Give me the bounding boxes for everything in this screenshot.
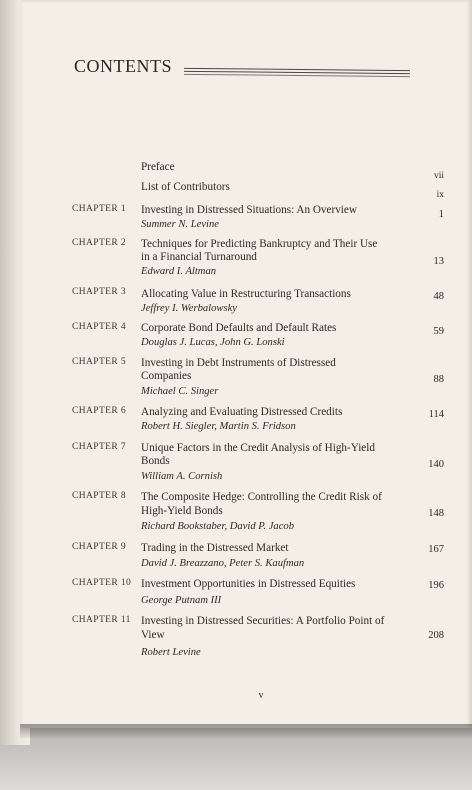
chapter-page: 148	[428, 508, 444, 519]
preface-page: vii	[433, 171, 444, 181]
preface-title: Preface	[141, 161, 175, 173]
chapter-authors: Michael C. Singer	[141, 386, 219, 397]
chapter-title: Investing in Distressed Securities: A Portfolio Point of	[141, 615, 385, 627]
chapter-label: CHAPTER 9	[72, 542, 127, 552]
chapter-authors: Edward I. Altman	[141, 266, 217, 277]
chapter-label: CHAPTER 6	[72, 406, 127, 416]
chapter-page: 88	[433, 374, 444, 385]
chapter-page: 59	[433, 326, 444, 337]
chapter-title: Corporate Bond Defaults and Default Rates	[141, 322, 337, 334]
chapter-page: 48	[433, 291, 444, 302]
contents-heading: CONTENTS	[74, 56, 172, 76]
chapter-title: Unique Factors in the Credit Analysis of High-Yield	[141, 442, 375, 454]
chapter-authors: Richard Bookstaber, David P. Jacob	[141, 521, 294, 532]
chapter-authors: George Putnam III	[141, 595, 222, 606]
contributors-title: List of Contributors	[141, 181, 230, 193]
chapter-title: Trading in the Distressed Market	[141, 542, 289, 554]
chapter-authors: William A. Cornish	[141, 471, 223, 482]
chapter-page: 114	[428, 409, 444, 420]
chapter-label: CHAPTER 7	[72, 442, 127, 452]
chapter-page: 1	[438, 209, 444, 220]
chapter-title: View	[141, 629, 165, 641]
chapter-title: Bonds	[141, 455, 170, 467]
chapter-page: 140	[428, 459, 444, 470]
chapter-title: Analyzing and Evaluating Distressed Credits	[141, 406, 343, 418]
chapter-label: CHAPTER 5	[72, 357, 127, 367]
chapter-title: Investing in Distressed Situations: An Overview	[141, 204, 357, 216]
chapter-label: CHAPTER 8	[72, 491, 127, 501]
chapter-label: CHAPTER 4	[72, 322, 127, 332]
chapter-label: CHAPTER 10	[72, 578, 132, 588]
chapter-label: CHAPTER 2	[72, 238, 127, 248]
chapter-page: 167	[428, 544, 444, 555]
chapter-title: Companies	[141, 370, 192, 382]
chapter-page: 13	[433, 256, 444, 267]
chapter-title: Investing in Debt Instruments of Distressed	[141, 357, 336, 369]
chapter-title: Allocating Value in Restructuring Transactions	[141, 288, 351, 300]
chapter-authors: Douglas J. Lucas, John G. Lonski	[141, 337, 285, 348]
chapter-page: 196	[428, 580, 444, 591]
chapter-page: 208	[428, 630, 444, 641]
chapter-title: Techniques for Predicting Bankruptcy and Their Use	[141, 238, 378, 250]
contributors-page: ix	[436, 190, 444, 200]
chapter-authors: David J. Breazzano, Peter S. Kaufman	[141, 558, 305, 569]
chapter-label: CHAPTER 1	[72, 204, 127, 214]
chapter-authors: Robert Levine	[141, 647, 201, 658]
chapter-authors: Summer N. Levine	[141, 219, 219, 230]
chapter-title: The Composite Hedge: Controlling the Credit Risk of	[141, 491, 382, 503]
chapter-title: in a Financial Turnaround	[141, 251, 257, 263]
chapter-label: CHAPTER 11	[72, 615, 131, 625]
chapter-authors: Robert H. Siegler, Martin S. Fridson	[141, 421, 296, 432]
page-folio: v	[258, 690, 264, 701]
page-shadow	[20, 724, 472, 738]
chapter-authors: Jeffrey I. Werbalowsky	[141, 303, 237, 314]
chapter-title: Investment Opportunities in Distressed Equities	[141, 578, 356, 590]
chapter-label: CHAPTER 3	[72, 287, 127, 297]
chapter-title: High-Yield Bonds	[141, 505, 223, 517]
